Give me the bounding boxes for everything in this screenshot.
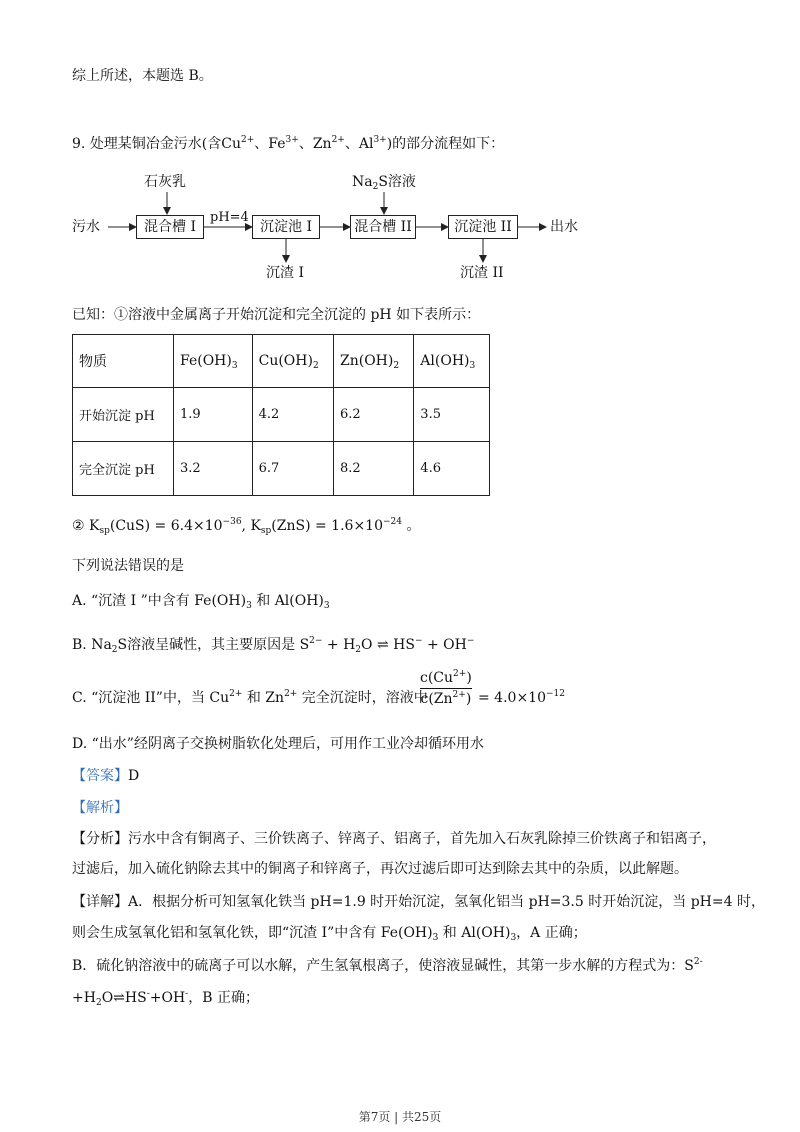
ion-cu-charge: 2+ — [241, 135, 255, 145]
option-b-pre: B. Na — [72, 637, 112, 653]
settling-tank-1: 沉淀池 I — [252, 215, 320, 239]
fraction-bar — [420, 688, 472, 689]
answer-value: D — [128, 768, 140, 784]
question-stem: 9. 处理某铜冶金污水(含$Cu^{2+}$、$Fe^{3+}$、$Zn^{2+}$、$Al^{3+}$)的部分流程如下： — [72, 135, 505, 152]
ksp-prefix: ② K — [72, 518, 100, 534]
ion-cu: Cu — [221, 136, 242, 152]
flow-diagram — [72, 172, 592, 282]
detail-line2-end: ，A 正确； — [516, 925, 587, 941]
table-row — [73, 388, 490, 442]
option-a-text: A. “沉渣 I ”中含有 Fe(OH) — [72, 593, 247, 609]
table-cell: 8.2 — [334, 442, 414, 496]
question-suffix: )的部分流程如下： — [386, 136, 505, 152]
table-header-cell — [334, 335, 414, 388]
option-b-sup2: − — [414, 636, 423, 646]
header-al-sub: 3 — [469, 361, 476, 371]
input-label: 污水 — [72, 219, 100, 235]
table-row — [73, 442, 490, 496]
option-a-sub1: 3 — [246, 601, 252, 611]
summary-line: 综上所述，本题选 B。 — [72, 68, 213, 84]
table-header-cell — [174, 335, 253, 388]
ksp-sub: sp — [99, 526, 110, 536]
mixing-tank-2: 混合槽 II — [350, 215, 416, 239]
table-cell: 6.2 — [334, 388, 414, 442]
detail-line3-text: B．硫化钠溶液中的硫离子可以水解，产生氢氧根离子，使溶液显碱性，其第一步水解的方程式为：S — [72, 958, 694, 974]
residue-2: 沉渣 II — [460, 265, 504, 281]
reagent-lime: 石灰乳 — [144, 174, 186, 190]
table-row-label: 开始沉淀 pH — [73, 388, 174, 442]
option-c-mid: 和 Zn — [242, 690, 285, 706]
answer-label: 【答案】 — [72, 768, 128, 784]
ksp-cus: (CuS) = 6.4×10 — [109, 518, 223, 534]
detail-line2-pre: 则会生成氢氧化铝和氢氧化铁，即“沉渣 I”中含有 Fe(OH) — [72, 925, 433, 941]
table-cell: 3.2 — [174, 442, 253, 496]
den-text: c(Zn — [420, 691, 453, 707]
detail-text-1: A．根据分析可知氢氧化铁当 pH=1.9 时开始沉淀，氢氧化铝当 pH=3.5 时开始沉淀，当 pH=4 时， — [128, 894, 765, 910]
header-fe: Fe(OH) — [180, 353, 232, 369]
detail-line2-mid: 和 Al(OH) — [438, 925, 511, 941]
option-c-sup2: 2+ — [284, 689, 298, 699]
option-b-sup1: 2− — [309, 636, 323, 646]
ion-al-charge: 3+ — [373, 135, 387, 145]
option-b — [72, 635, 474, 655]
detail-line4-mid: O⇌HS — [101, 990, 147, 1006]
detail-line-2 — [72, 923, 587, 943]
den-sup: 2+ — [452, 690, 466, 700]
ion-zn: Zn — [312, 136, 332, 152]
option-c — [72, 688, 428, 708]
table-cell: 6.7 — [252, 442, 333, 496]
option-b-eq: + H — [322, 637, 356, 653]
detail-line2-sub1: 3 — [432, 933, 439, 943]
answer-line — [72, 766, 139, 786]
detail-line4-mid2: +OH — [149, 990, 186, 1006]
table-row-label: 完全沉淀 pH — [73, 442, 174, 496]
detail-line4-sup1: - — [146, 989, 150, 999]
option-c-sup1: 2+ — [229, 689, 243, 699]
analysis-label: 【解析】 — [72, 800, 128, 816]
option-c-pre: C. “沉淀池 II”中，当 Cu — [72, 690, 230, 706]
table-cell: 4.6 — [414, 442, 490, 496]
output-label: 出水 — [550, 219, 578, 235]
page-footer: 第7页 | 共25页 — [358, 1110, 442, 1124]
table-header-cell — [252, 335, 333, 388]
reagent-na2s — [352, 174, 416, 190]
option-b-sub1: 2 — [111, 645, 118, 655]
option-a — [72, 591, 330, 611]
num-end: ) — [466, 670, 472, 686]
concentration-fraction — [420, 670, 472, 707]
header-cu: Cu(OH) — [258, 353, 313, 369]
analysis-line-2: 过滤后，加入硫化钠除去其中的铜离子和锌离子，再次过滤后即可达到除去其中的杂质，以此解题。 — [72, 861, 688, 877]
ion-al: Al — [358, 136, 374, 152]
option-b-end: + OH — [422, 637, 467, 653]
ksp-end: 。 — [402, 518, 421, 534]
ksp-zns-k: , K — [241, 518, 261, 534]
settling-tank-2: 沉淀池 II — [448, 215, 518, 239]
result-text: = 4.0×10 — [478, 690, 546, 706]
ph-table — [72, 334, 490, 496]
ion-fe-charge: 3+ — [285, 135, 299, 145]
detail-line4-sub: 2 — [95, 998, 102, 1008]
detail-line4-pre: +H — [72, 990, 96, 1006]
header-al: Al(OH) — [420, 353, 470, 369]
header-zn-sub: 2 — [393, 361, 400, 371]
header-zn: Zn(OH) — [340, 353, 394, 369]
header-cu-sub: 2 — [312, 361, 319, 371]
question-number: 9. — [72, 136, 86, 152]
table-cell: 4.2 — [252, 388, 333, 442]
ion-fe: Fe — [268, 136, 286, 152]
detail-line-1 — [72, 892, 765, 912]
ksp-zns-exp: −24 — [383, 517, 402, 527]
option-b-mid: S溶液呈碱性，其主要原因是 S — [117, 637, 310, 653]
fraction-denominator — [420, 691, 472, 707]
ksp-zns: (ZnS) = 1.6×10 — [271, 518, 383, 534]
prompt-line: 下列说法错误的是 — [72, 558, 184, 574]
detail-line3-sup: 2- — [693, 957, 703, 967]
table-header-row — [73, 335, 490, 388]
num-sup: 2+ — [453, 669, 467, 679]
detail-line4-end: ，B 正确； — [188, 990, 259, 1006]
analysis-line-1 — [72, 829, 716, 849]
analysis-text-1: 污水中含有铜离子、三价铁离子、锌离子、铝离子，首先加入石灰乳除掉三价铁离子和铝离子， — [128, 831, 716, 847]
option-a-sub2: 3 — [323, 601, 330, 611]
option-b-eq2: O ⇌ HS — [361, 637, 415, 653]
num-text: c(Cu — [420, 670, 454, 686]
table-header-cell — [414, 335, 490, 388]
detail-label: 【详解】 — [72, 894, 128, 910]
reagent-na2s-sub: 2 — [372, 182, 379, 192]
ksp-sub-2: sp — [260, 526, 272, 536]
fraction-result — [478, 688, 565, 708]
detail-line2-sub2: 3 — [510, 933, 517, 943]
detail-line-3 — [72, 956, 703, 976]
ph-label: pH=4 — [210, 210, 249, 225]
reagent-na2s-rest: S溶液 — [378, 174, 416, 190]
header-fe-sub: 3 — [231, 361, 238, 371]
known-intro: 已知：①溶液中金属离子开始沉淀和完全沉淀的 pH 如下表所示： — [72, 307, 481, 323]
fraction-numerator — [420, 670, 472, 686]
ion-zn-charge: 2+ — [331, 135, 345, 145]
detail-line-4 — [72, 988, 259, 1008]
option-a-mid: 和 Al(OH) — [251, 593, 324, 609]
ksp-cus-exp: −36 — [222, 517, 242, 527]
table-cell: 1.9 — [174, 388, 253, 442]
table-header-cell: 物质 — [73, 335, 174, 388]
question-prefix: 处理某铜冶金污水(含 — [89, 136, 222, 152]
option-b-sub2: 2 — [355, 645, 362, 655]
den-end: ) — [465, 691, 472, 707]
ksp-line — [72, 516, 420, 536]
mixing-tank-1: 混合槽 I — [136, 215, 204, 239]
result-exp: −12 — [546, 689, 565, 699]
analysis-sub-label: 【分析】 — [72, 831, 128, 847]
option-b-sup3: − — [466, 636, 475, 646]
option-d: D. “出水”经阴离子交换树脂软化处理后，可用作工业冷却循环用水 — [72, 736, 484, 752]
table-cell: 3.5 — [414, 388, 490, 442]
residue-1: 沉渣 I — [266, 265, 304, 281]
reagent-na2s-na: Na — [352, 174, 373, 190]
option-c-mid2: 完全沉淀时，溶液中 — [297, 690, 428, 706]
detail-line4-sup2: - — [185, 989, 189, 999]
